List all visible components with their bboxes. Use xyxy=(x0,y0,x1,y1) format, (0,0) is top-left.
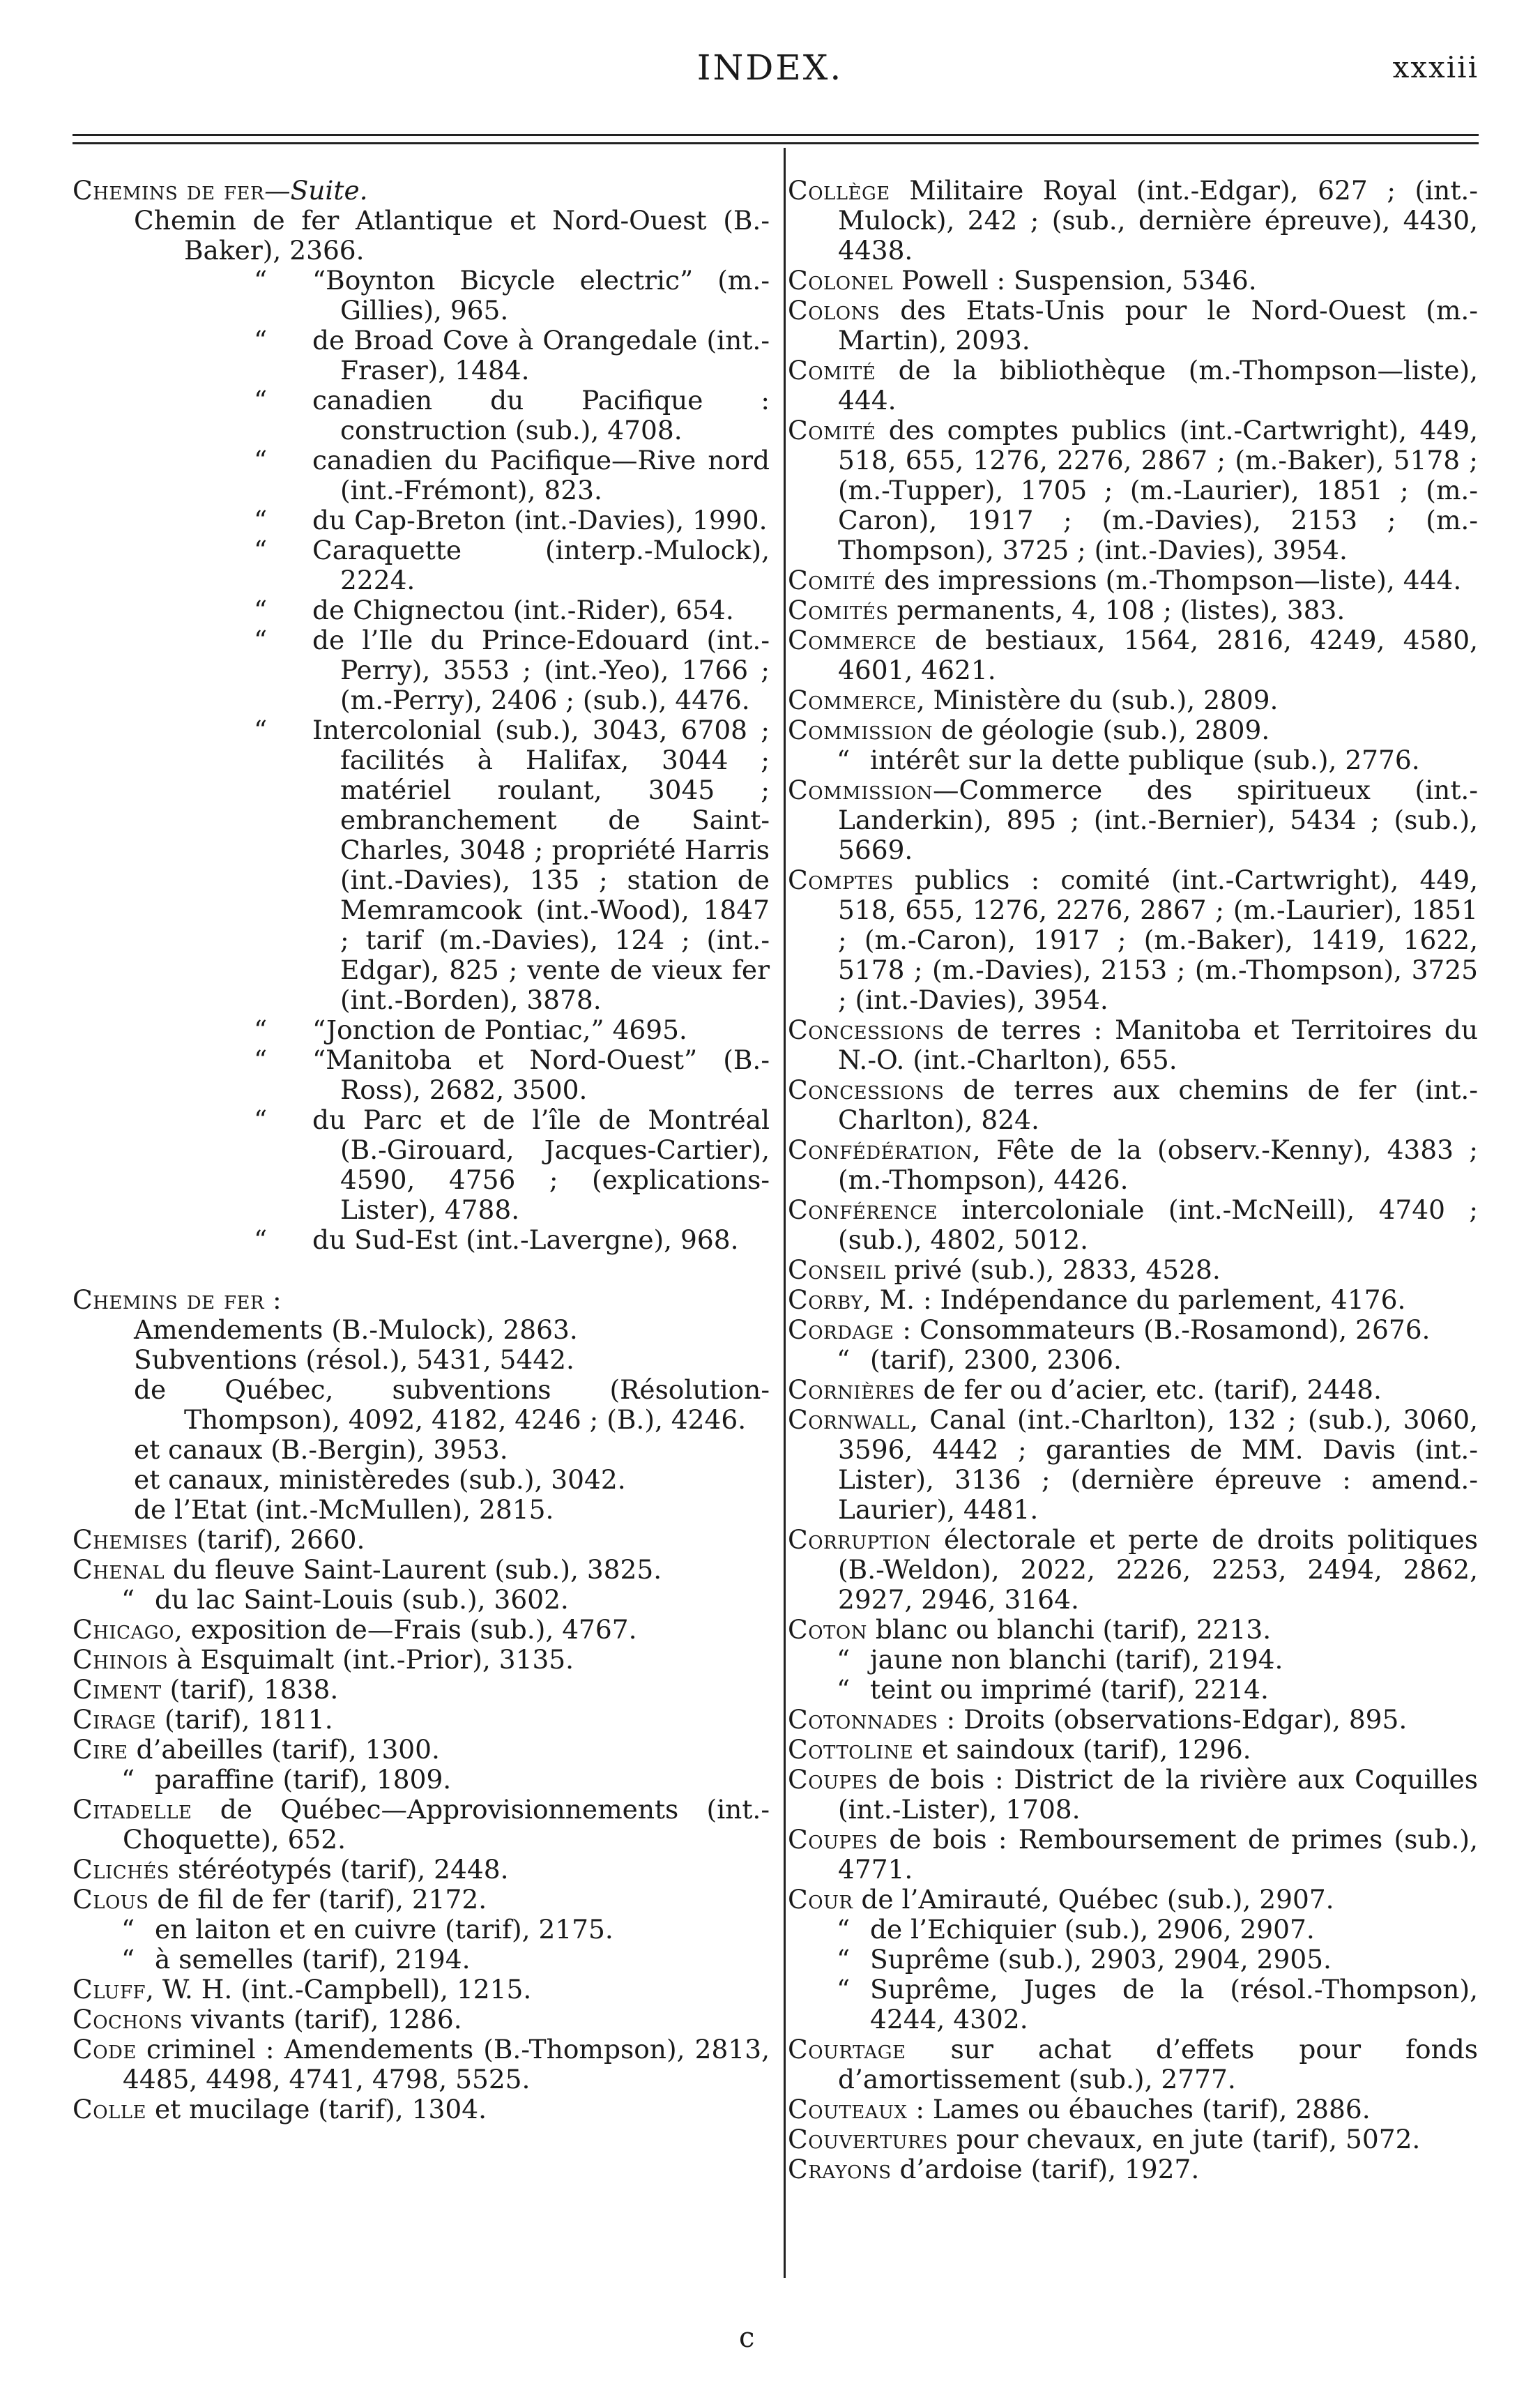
page-number: xxxiii xyxy=(1392,50,1479,84)
entry-text: de l’Amirauté, Québec (sub.), 2907. xyxy=(853,1884,1334,1915)
entry-text: et saindoux (tarif), 1296. xyxy=(913,1734,1251,1765)
index-subitem: et canaux, ministèredes (sub.), 3042. xyxy=(134,1464,626,1495)
subentry-text: de l’Echiquier (sub.), 2906, 2907. xyxy=(870,1914,1315,1945)
entry-heading: Colons xyxy=(788,295,880,326)
index-entry xyxy=(73,1735,770,1765)
entry-heading: Conseil xyxy=(788,1254,886,1285)
entry-text: de la bibliothèque (m.-Thompson—liste), 444. xyxy=(838,355,1478,416)
index-entry xyxy=(73,1615,770,1645)
column-divider xyxy=(784,148,786,2278)
subentry-text: du Sud-Est (int.-Lavergne), 968. xyxy=(312,1224,739,1255)
entry-heading: Citadelle xyxy=(73,1794,192,1825)
entry-text: du fleuve Saint-Laurent (sub.), 3825. xyxy=(165,1554,662,1585)
entry-heading: Chicago xyxy=(73,1614,174,1645)
entry-heading: Code xyxy=(73,2034,137,2065)
subentry-text: teint ou imprimé (tarif), 2214. xyxy=(870,1674,1269,1705)
entry-text: vivants (tarif), 1286. xyxy=(182,2004,462,2035)
index-entry xyxy=(788,595,1478,625)
entry-heading: Courtage xyxy=(788,2034,906,2065)
ditto-mark: “ xyxy=(254,715,268,745)
entry-heading: Colonel xyxy=(788,265,894,296)
entry-text: intercoloniale (int.-McNeill), 4740 ; (sub.), 4802, 5012. xyxy=(838,1194,1478,1255)
index-entry xyxy=(788,565,1478,595)
entry-heading: Coupes xyxy=(788,1824,878,1855)
entry-text: : Lames ou ébauches (tarif), 2886. xyxy=(907,2094,1371,2124)
index-subitem: Subventions (résol.), 5431, 5442. xyxy=(134,1344,574,1375)
index-subentry xyxy=(73,595,770,625)
entry-heading: Cirage xyxy=(73,1704,157,1735)
index-subitem: de l’Etat (int.-McMullen), 2815. xyxy=(134,1494,554,1525)
entry-heading: Couteaux xyxy=(788,2094,908,2124)
ditto-mark: “ xyxy=(254,1104,268,1135)
entry-text: , Fête de la (observ.-Kenny), 4383 ; (m.-Thompson), 4426. xyxy=(838,1134,1478,1195)
index-subitem: de Québec, subventions (Résolution-Thompson), 4092, 4182, 4246 ; (B.), 4246. xyxy=(134,1374,770,1435)
chemins-subitems xyxy=(73,1315,770,1525)
ditto-mark: “ xyxy=(121,1764,135,1795)
entry-text: de fer ou d’acier, etc. (tarif), 2448. xyxy=(915,1374,1382,1405)
entry-heading: Cire xyxy=(73,1734,128,1765)
subentry-text: de Broad Cove à Orangedale (int.-Fraser), 1484. xyxy=(312,325,770,386)
index-entry xyxy=(73,1885,770,1915)
entry-heading: Collège xyxy=(788,175,890,206)
entry-text: d’abeilles (tarif), 1300. xyxy=(128,1734,440,1765)
subentry-text: jaune non blanchi (tarif), 2194. xyxy=(870,1644,1283,1675)
entry-heading: Comité xyxy=(788,415,876,446)
header-rule-bottom xyxy=(73,142,1479,144)
index-entry xyxy=(788,1375,1478,1405)
index-entry xyxy=(73,1555,770,1585)
index-subentry xyxy=(788,1345,1478,1375)
index-entry xyxy=(788,1015,1478,1075)
entry-heading: Conférence xyxy=(788,1194,938,1225)
entry-text: de fil de fer (tarif), 2172. xyxy=(148,1884,487,1915)
entry-heading: Comité xyxy=(788,565,876,595)
chemin-subentries xyxy=(73,266,770,1255)
subentry-text: du Cap-Breton (int.-Davies), 1990. xyxy=(312,505,768,535)
subentry-text: Intercolonial (sub.), 3043, 6708 ; facilités à Halifax, 3044 ; matériel roulant, 3045 ; embranchement de Saint-Charles, 3048 ; propriété Harris (int.-Davies), 135 ; station de Memramcook (int.-Wood), 1847 ; tarif (m.-Davies), 124 ; (int.-Edgar), 825 ; vente de vieux fer (int.-Borden), 3878. xyxy=(312,715,770,1015)
index-subentry xyxy=(73,625,770,715)
ditto-mark: “ xyxy=(254,445,268,476)
signature-mark: c xyxy=(739,2322,755,2354)
index-subitem: et canaux (B.-Bergin), 3953. xyxy=(134,1434,508,1465)
entry-heading: Comité xyxy=(788,355,876,386)
entry-heading: Confédération xyxy=(788,1134,973,1165)
index-entry xyxy=(788,176,1478,266)
entry-heading: Concessions xyxy=(788,1074,945,1105)
entry-text: sur achat d’effets pour fonds d’amortissement (sub.), 2777. xyxy=(838,2034,1478,2095)
header-rule-top xyxy=(73,134,1479,136)
entry-heading: Cornwall xyxy=(788,1404,910,1435)
subentry-text: (tarif), 2300, 2306. xyxy=(870,1344,1122,1375)
index-entry xyxy=(73,2095,770,2124)
index-entry xyxy=(788,1735,1478,1765)
page-title: INDEX. xyxy=(696,47,844,88)
index-entry xyxy=(73,2035,770,2095)
index-subentry xyxy=(73,1945,770,1975)
subentry-text: canadien du Pacifique—Rive nord (int.-Frémont), 823. xyxy=(312,445,770,506)
index-entry xyxy=(788,416,1478,565)
index-subentry xyxy=(73,446,770,506)
subentry-text: “Boynton Bicycle electric” (m.-Gillies), 965. xyxy=(312,265,770,326)
ditto-mark: “ xyxy=(121,1914,135,1945)
index-entry xyxy=(73,1705,770,1735)
entry-heading: Commission xyxy=(788,775,933,805)
entry-heading: Concessions xyxy=(788,1014,945,1045)
ditto-mark: “ xyxy=(837,1644,851,1675)
entry-text: des Etats-Unis pour le Nord-Ouest (m.-Martin), 2093. xyxy=(838,295,1478,356)
entry-heading: Clichés xyxy=(73,1854,170,1885)
ditto-mark: “ xyxy=(254,265,268,296)
entry-text: électorale et perte de droits politiques (B.-Weldon), 2022, 2226, 2253, 2494, 2862, 2927, 2946, 3164. xyxy=(838,1524,1478,1615)
entry-heading: Crayons xyxy=(788,2154,892,2184)
subentry-text: Suprême, Juges de la (résol.-Thompson), 4244, 4302. xyxy=(870,1974,1478,2035)
entry-text: criminel : Amendements (B.-Thompson), 2813, 4485, 4498, 4741, 4798, 5525. xyxy=(123,2034,770,2095)
section-heading-chemins-suite: Chemins de fer—Suite. xyxy=(73,175,368,206)
entry-text: de terres : Manitoba et Territoires du N.-O. (int.-Charlton), 655. xyxy=(838,1014,1478,1075)
index-entry xyxy=(788,2095,1478,2124)
index-subentry xyxy=(788,745,1478,775)
entry-heading: Couvertures xyxy=(788,2124,948,2154)
entry-text: de bois : District de la rivière aux Coquilles (int.-Lister), 1708. xyxy=(838,1764,1478,1825)
entry-text: de Québec—Approvisionnements (int.-Choquette), 652. xyxy=(123,1794,770,1855)
entry-text: et mucilage (tarif), 1304. xyxy=(146,2094,487,2124)
entry-text: Powell : Suspension, 5346. xyxy=(893,265,1257,296)
entry-text: pour chevaux, en jute (tarif), 5072. xyxy=(947,2124,1421,2154)
entry-heading: Commerce xyxy=(788,625,917,655)
index-entry xyxy=(788,356,1478,416)
subentry-text: en laiton et en cuivre (tarif), 2175. xyxy=(155,1914,613,1945)
index-entry xyxy=(788,715,1478,745)
index-subentry xyxy=(73,1225,770,1255)
index-subitem: Amendements (B.-Mulock), 2863. xyxy=(134,1314,578,1345)
subentry-text: Suprême (sub.), 2903, 2904, 2905. xyxy=(870,1944,1332,1975)
entry-text: publics : comité (int.-Cartwright), 449, 518, 655, 1276, 2276, 2867 ; (m.-Laurier), 1851 ; (m.-Caron), 1917 ; (m.-Baker), 1419, 1622, 5178 ; (m.-Davies), 2153 ; (m.-Thompson), 3725 ; (int.-Davies), 3954. xyxy=(838,865,1478,1015)
entry-text: d’ardoise (tarif), 1927. xyxy=(891,2154,1200,2184)
entry-heading: Cordage xyxy=(788,1314,894,1345)
entry-heading: Corruption xyxy=(788,1524,931,1555)
entry-heading: Coton xyxy=(788,1614,867,1645)
entry-text: de bois : Remboursement de primes (sub.), 4771. xyxy=(838,1824,1478,1885)
index-subentry xyxy=(788,1675,1478,1705)
index-entry xyxy=(788,1615,1478,1645)
index-entry xyxy=(788,2154,1478,2184)
entry-text: , W. H. (int.-Campbell), 1215. xyxy=(146,1974,532,2005)
index-entry xyxy=(788,2035,1478,2095)
index-subentry xyxy=(788,1975,1478,2035)
entry-text: de terres aux chemins de fer (int.-Charlton), 824. xyxy=(838,1074,1478,1135)
entry-heading: Cochons xyxy=(73,2004,183,2035)
ditto-mark: “ xyxy=(837,1914,851,1945)
entry-text: (tarif), 1811. xyxy=(156,1704,333,1735)
entry-heading: Cotonnades xyxy=(788,1704,938,1735)
ditto-mark: “ xyxy=(254,535,268,565)
index-subentry xyxy=(73,386,770,446)
entry-heading: Cluff xyxy=(73,1974,146,2005)
index-entry-chemin-atlantique: Chemin de fer Atlantique et Nord-Ouest (B.-Baker), 2366. xyxy=(134,205,770,266)
index-entry xyxy=(73,1975,770,2005)
entry-text: stéréotypés (tarif), 2448. xyxy=(169,1854,509,1885)
index-entry xyxy=(788,1285,1478,1315)
index-subentry xyxy=(73,1045,770,1105)
right-column xyxy=(788,176,1478,2184)
index-entry xyxy=(788,1705,1478,1735)
left-entries xyxy=(73,1525,770,2124)
ditto-mark: “ xyxy=(254,385,268,416)
entry-heading: Chenal xyxy=(73,1554,165,1585)
index-entry xyxy=(788,1075,1478,1135)
index-entry xyxy=(73,1855,770,1885)
index-entry xyxy=(788,1405,1478,1525)
subentry-text: de Chignectou (int.-Rider), 654. xyxy=(312,595,734,625)
entry-text: blanc ou blanchi (tarif), 2213. xyxy=(867,1614,1272,1645)
index-subentry xyxy=(73,535,770,595)
entry-text: , M. : Indépendance du parlement, 4176. xyxy=(862,1284,1406,1315)
index-subentry xyxy=(73,1105,770,1225)
ditto-mark: “ xyxy=(121,1944,135,1975)
index-entry xyxy=(788,625,1478,685)
ditto-mark: “ xyxy=(254,1224,268,1255)
ditto-mark: “ xyxy=(121,1584,135,1615)
entry-text: des comptes publics (int.-Cartwright), 449, 518, 655, 1276, 2276, 2867 ; (m.-Baker), 5178 ; (m.-Tupper), 1705 ; (m.-Laurier), 1851 ; (m.-Caron), 1917 ; (m.-Davies), 2153 ; (m.-Thompson), 3725 ; (int.-Davies), 3954. xyxy=(838,415,1478,565)
index-subentry xyxy=(788,1945,1478,1975)
ditto-mark: “ xyxy=(254,1014,268,1045)
subentry-text: paraffine (tarif), 1809. xyxy=(155,1764,452,1795)
entry-text: privé (sub.), 2833, 4528. xyxy=(885,1254,1221,1285)
entry-heading: Corby xyxy=(788,1284,863,1315)
index-entry xyxy=(788,1765,1478,1825)
index-entry xyxy=(788,1885,1478,1915)
entry-heading: Commerce xyxy=(788,685,917,715)
index-entry xyxy=(73,1645,770,1675)
subentry-text: Caraquette (interp.-Mulock), 2224. xyxy=(312,535,770,595)
entry-heading: Colle xyxy=(73,2094,147,2124)
index-subentry xyxy=(73,1585,770,1615)
index-subentry xyxy=(73,1015,770,1045)
index-subentry xyxy=(73,715,770,1015)
entry-text: Militaire Royal (int.-Edgar), 627 ; (int.-Mulock), 242 ; (sub., dernière épreuve), 4430, 4438. xyxy=(838,175,1478,266)
index-entry xyxy=(788,2124,1478,2154)
index-entry xyxy=(73,1795,770,1855)
entry-text: des impressions (m.-Thompson—liste), 444. xyxy=(876,565,1462,595)
entry-text: (tarif), 2660. xyxy=(188,1524,365,1555)
entry-text: , Ministère du (sub.), 2809. xyxy=(916,685,1279,715)
ditto-mark: “ xyxy=(254,595,268,625)
entry-text: permanents, 4, 108 ; (listes), 383. xyxy=(888,595,1345,625)
entry-text: —Commerce des spiritueux (int.-Landerkin), 895 ; (int.-Bernier), 5434 ; (sub.), 5669. xyxy=(838,775,1478,865)
entry-text: de bestiaux, 1564, 2816, 4249, 4580, 4601, 4621. xyxy=(838,625,1478,685)
entry-text: (tarif), 1838. xyxy=(161,1674,339,1705)
entry-heading: Ciment xyxy=(73,1674,162,1705)
entry-text: à Esquimalt (int.-Prior), 3135. xyxy=(168,1644,574,1675)
ditto-mark: “ xyxy=(254,505,268,535)
index-entry xyxy=(788,1825,1478,1885)
entry-heading: Cour xyxy=(788,1884,853,1915)
entry-heading: Commission xyxy=(788,715,933,745)
entry-text: , exposition de—Frais (sub.), 4767. xyxy=(174,1614,637,1645)
subentry-text: du lac Saint-Louis (sub.), 3602. xyxy=(155,1584,569,1615)
index-entry xyxy=(788,1135,1478,1195)
index-entry xyxy=(788,1195,1478,1255)
entry-text: , Canal (int.-Charlton), 132 ; (sub.), 3060, 3596, 4442 ; garanties de MM. Davis (int.-Lister), 3136 ; (dernière épreuve : amend.-Laurier), 4481. xyxy=(838,1404,1478,1525)
left-column xyxy=(73,176,770,2124)
section-heading-chemins: Chemins de fer : xyxy=(73,1284,282,1315)
index-subentry xyxy=(73,326,770,386)
ditto-mark: “ xyxy=(837,1974,851,2005)
index-entry xyxy=(788,266,1478,296)
index-entry xyxy=(788,685,1478,715)
index-entry xyxy=(788,1255,1478,1285)
subentry-text: intérêt sur la dette publique (sub.), 2776. xyxy=(870,745,1420,775)
entry-heading: Coupes xyxy=(788,1764,878,1795)
index-entry xyxy=(788,1525,1478,1615)
index-entry xyxy=(788,775,1478,865)
entry-heading: Clous xyxy=(73,1884,149,1915)
index-entry xyxy=(73,1525,770,1555)
subentry-text: “Jonction de Pontiac,” 4695. xyxy=(312,1014,687,1045)
subentry-text: du Parc et de l’île de Montréal (B.-Girouard, Jacques-Cartier), 4590, 4756 ; (explications-Lister), 4788. xyxy=(312,1104,770,1225)
ditto-mark: “ xyxy=(254,325,268,356)
ditto-mark: “ xyxy=(254,1044,268,1075)
index-subentry xyxy=(73,266,770,326)
entry-heading: Chinois xyxy=(73,1644,169,1675)
entry-heading: Cottoline xyxy=(788,1734,914,1765)
right-entries xyxy=(788,176,1478,2184)
entry-heading: Comités xyxy=(788,595,889,625)
index-subentry xyxy=(73,1765,770,1795)
entry-text: de géologie (sub.), 2809. xyxy=(933,715,1270,745)
index-subentry xyxy=(788,1915,1478,1945)
ditto-mark: “ xyxy=(254,625,268,655)
subentry-text: à semelles (tarif), 2194. xyxy=(155,1944,471,1975)
entry-text: : Consommateurs (B.-Rosamond), 2676. xyxy=(894,1314,1431,1345)
entry-heading: Chemises xyxy=(73,1524,188,1555)
index-entry xyxy=(788,1315,1478,1345)
subentry-text: canadien du Pacifique : construction (sub.), 4708. xyxy=(312,385,770,446)
entry-heading: Cornières xyxy=(788,1374,915,1405)
index-entry xyxy=(73,1675,770,1705)
index-entry xyxy=(788,865,1478,1015)
ditto-mark: “ xyxy=(837,745,851,775)
entry-text: : Droits (observations-Edgar), 895. xyxy=(938,1704,1408,1735)
entry-heading: Comptes xyxy=(788,865,894,895)
index-subentry xyxy=(73,506,770,535)
index-subentry xyxy=(73,1915,770,1945)
ditto-mark: “ xyxy=(837,1344,851,1375)
ditto-mark: “ xyxy=(837,1674,851,1705)
ditto-mark: “ xyxy=(837,1944,851,1975)
index-entry xyxy=(788,296,1478,356)
index-subentry xyxy=(788,1645,1478,1675)
subentry-text: de l’Ile du Prince-Edouard (int.-Perry), 3553 ; (int.-Yeo), 1766 ; (m.-Perry), 2406 ; (sub.), 4476. xyxy=(312,625,770,715)
index-entry xyxy=(73,2005,770,2035)
subentry-text: “Manitoba et Nord-Ouest” (B.-Ross), 2682, 3500. xyxy=(312,1044,770,1105)
